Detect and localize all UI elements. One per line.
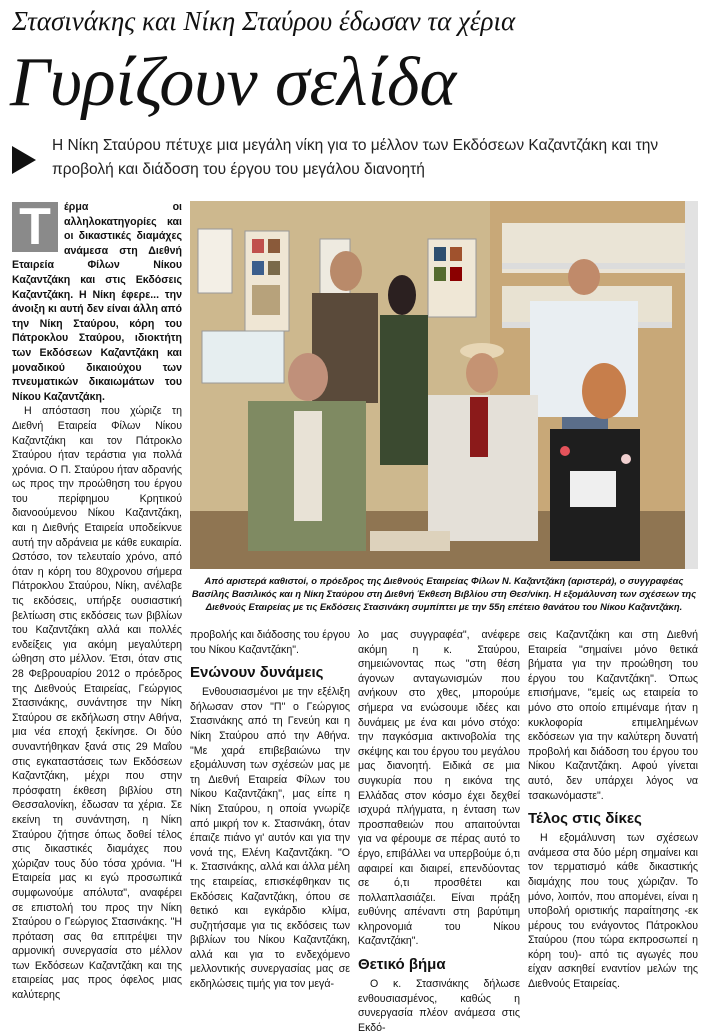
- subheading: Θετικό βήμα: [358, 956, 446, 974]
- article-paragraph: λο μας συγγραφέα", ανέφερε ακόμη η κ. Σταύρου, σημειώνοντας πως "στη θέση άγονων ανταγωνισμών που ανήκουν στο χθες, μπορούμε σήμερα να ενώσουμε ιδέες και δυνάμεις με ένα και μόνο στόχο: την παγκόσμια ακτινοβολία της σκέψης και του έργου του μεγάλου μας διανοητή. Ειδικά σε μια συγκυρία που η εικόνα της Ελλάδας στον κόσμο έχει δεχθεί ισχυρά πλήγματα, η ένταση των προσπαθειών που απαιτούνται για να φέρουμε σε πέρας αυτό το έργο, επιβάλλει να υπερβούμε ό,τι αφαιρεί και διαιρεί, επενδύοντας σε ό,τι προσθέτει και πολλαπλασιάζει. Είναι πράξη ευθύνης απέναντι στη βαρύτιμη κληρονομιά του Νίκου Καζαντζάκη".: [358, 629, 520, 948]
- article-paragraph: Η εξομάλυνση των σχέσεων ανάμεσα στα δύο μέρη σημαίνει και τον τερματισμό κάθε δικαστικής διαμάχης που τους χώριζαν. Το μόνο, λοιπόν, που απομένει, είναι η υποβολή οριστικής παραίτησης -εκ μέρους του ενάγοντος Πάτροκλου Σταύρου (που τώρα εκπροσωπεί η κόρη του)- από τις αγωγές που είχαν ασκηθεί εναντίον μελών της Διεθνούς Εταιρείας.: [528, 832, 698, 991]
- article-photo: [190, 201, 698, 569]
- dropcap: Τ: [12, 202, 58, 252]
- article-paragraph: Ο κ. Στασινάκης δήλωσε ενθουσιασμένος, καθώς η συνεργασία πλέον ανάμεσα στις Εκδό-: [358, 978, 520, 1034]
- subheading: Ενώνουν δυνάμεις: [190, 664, 324, 682]
- article-column-1: [12, 198, 182, 1002]
- subheading: Τέλος στις δίκες: [528, 810, 642, 828]
- article-intro: έρμα οι αλληλοκατηγορίες και οι δικαστικές διαμάχες ανάμεσα στη Διεθνή Εταιρεία Φίλων Νίκου Καζαντζάκη και στις Εκδόσεις Καζαντζάκη. Η Νίκη έφερε... την άνοιξη κι αυτή δεν είναι άλλη από την Νίκη Σταύρου, κόρη του Πάτροκλου Σταύρου, ιδιοκτήτη των Εκδόσεων Καζαντζάκη και μοναδικού δικαιούχου των πνευματικών δικαιωμάτων του Νίκου Καζαντζάκη.: [12, 201, 182, 403]
- play-arrow-icon: [12, 146, 36, 174]
- article-headline: Γυρίζουν σελίδα: [10, 44, 457, 121]
- article-lede: Η Νίκη Σταύρου πέτυχε μια μεγάλη νίκη για το μέλλον των Εκδόσεων Καζαντζάκη και την προβολή και διάδοση του έργου του μεγάλου διανοητή: [52, 137, 659, 178]
- article-kicker: Στασινάκης και Νίκη Σταύρου έδωσαν τα χέρια: [12, 6, 516, 36]
- article-column-2: [190, 628, 350, 990]
- photo-caption: Από αριστερά καθιστοί, ο πρόεδρος της Διεθνούς Εταιρείας Φίλων Ν. Καζαντζάκη (αριστερά), ο συγγραφέας Βασίλης Βασιλικός και η Νίκη Σταύρου στη Διεθνή Έκθεση Βιβλίου στη Θεσ/νίκη. Η εξομάλυνση των σχέσεων της Διεθνούς Εταιρείας με τις Εκδόσεις Στασινάκη συμπίπτει με την 55η επέτειο θανάτου του Νίκου Καζαντζάκη.: [191, 575, 697, 612]
- article-column-4: [528, 628, 698, 990]
- article-paragraph: Ενθουσιασμένοι με την εξέλιξη δήλωσαν στον "Π" ο Γεώργιος Στασινάκης από τη Γενεύη και η Νίκη Σταύρου από την Αθήνα. "Με χαρά επιβεβαιώνω την εξομάλυνση των σχέσεών μας με τη Διεθνή Εταιρεία Φίλων του Νίκου Καζαντζάκη", μας είπε η Νίκη Σταύρου, η οποία γνωρίζε από μικρή τον κ. Στασινάκη, όταν έπαιζε πιάνο γι' αυτόν και για την νονά της, Ελένη Καζαντζάκη. "Ο κ. Στασινάκης, αλλά και άλλα μέλη της εταιρείας, επισκέφθηκαν τις Εκδόσεις Καζαντζάκη, όπου σε θετικό και εγκάρδιο κλίμα, συζητήσαμε για τις εκδόσεις των βιβλίων του Νίκου Καζαντζάκη, αλλά και για το ενδεχόμενο μελλοντικής συνεργασίας μας σε εκδηλώσεις τιμής για τον μεγά-: [190, 686, 350, 991]
- article-paragraph: σεις Καζαντζάκη και στη Διεθνή Εταιρεία "σημαίνει μόνο θετικά βήματα για την προώθηση του έργου του Καζαντζάκη". Όπως επισήμανε, "εμείς ως εταιρεία το μόνο στο οποίο επιμέναμε ήταν η κυκλοφορία επιμελημένων εκδόσεων για την καλύτερη δυνατή προβολή και διάδοση του έργου του Νίκου Καζαντζάκη. Αφού γίνεται αυτό, δεν υπάρχει λόγος να τσακωνόμαστε".: [528, 629, 698, 802]
- article-column-3: [358, 628, 520, 1034]
- article-paragraph: Η απόσταση που χώριζε τη Διεθνή Εταιρεία Φίλων Νίκου Καζαντζάκη και τον Πάτροκλο Σταύρου ήταν τεράστια για πολλά χρόνια. Ο Π. Σταύρου ήταν αδρανής ως προς την προώθηση του έργου του περίφημου Κρητικού διανοούμενου Νίκου Καζαντζάκη, και η Διεθνής Εταιρεία υποδείκνυε αυτή την αδράνεια με κάθε ευκαιρία. Ωστόσο, τον τελευταίο χρόνο, από όταν η κόρη του 80χρονου σήμερα Πάτροκλου Σταύρου, Νίκη, ανέλαβε τις εκδόσεις, υπήρξε ουσιαστική βελτίωση στις εκδόσεις των βιβλίων του Καζαντζάκη αλλά και πολλές ενδείξεις για ακόμη μεγαλύτερη ώθηση στο μέλλον. Έτσι, όταν στις 28 Φεβρουαρίου 2012 ο πρόεδρος της Διεθνούς Εταιρείας, Γεώργιος Στασινάκης, συνάντησε την Νίκη Σταύρου σε εκδήλωση στην Αθήνα, μια νέα εποχή ξεκίνησε. Οι δύο συναντήθηκαν ξανά στις 29 Μαΐου στις εγκαταστάσεις των Εκδόσεων Καζαντζάκη, μέχρι που στην πρόσφατη έκθεση βιβλίου στη Θεσσαλονίκη, έδωσαν τα χέρια. Σε εκείνη τη συνάντηση, η Νίκη Σταύρου ζήτησε όπως δοθεί τέλος στις δικαστικές διαμάχες που χώριζαν τους δύο τόσα χρόνια. "Η Εταιρεία μας κι εγώ προσωπικά συμφωνούμε απόλυτα", αναφέρει σε επιστολή του προς την Νίκη Σταύρου ο Γεώργιος Στασινάκης. "Η πρόταση σας θα επιτρέψει την αρμονική συνεργασία στο μέλλον των Εκδόσεων Καζαντζάκη και της εταιρείας μας προς όφελος μιας καλύτερης: [12, 405, 182, 1002]
- article-paragraph: προβολής και διάδοσης του έργου του Νίκου Καζαντζάκη".: [190, 629, 350, 656]
